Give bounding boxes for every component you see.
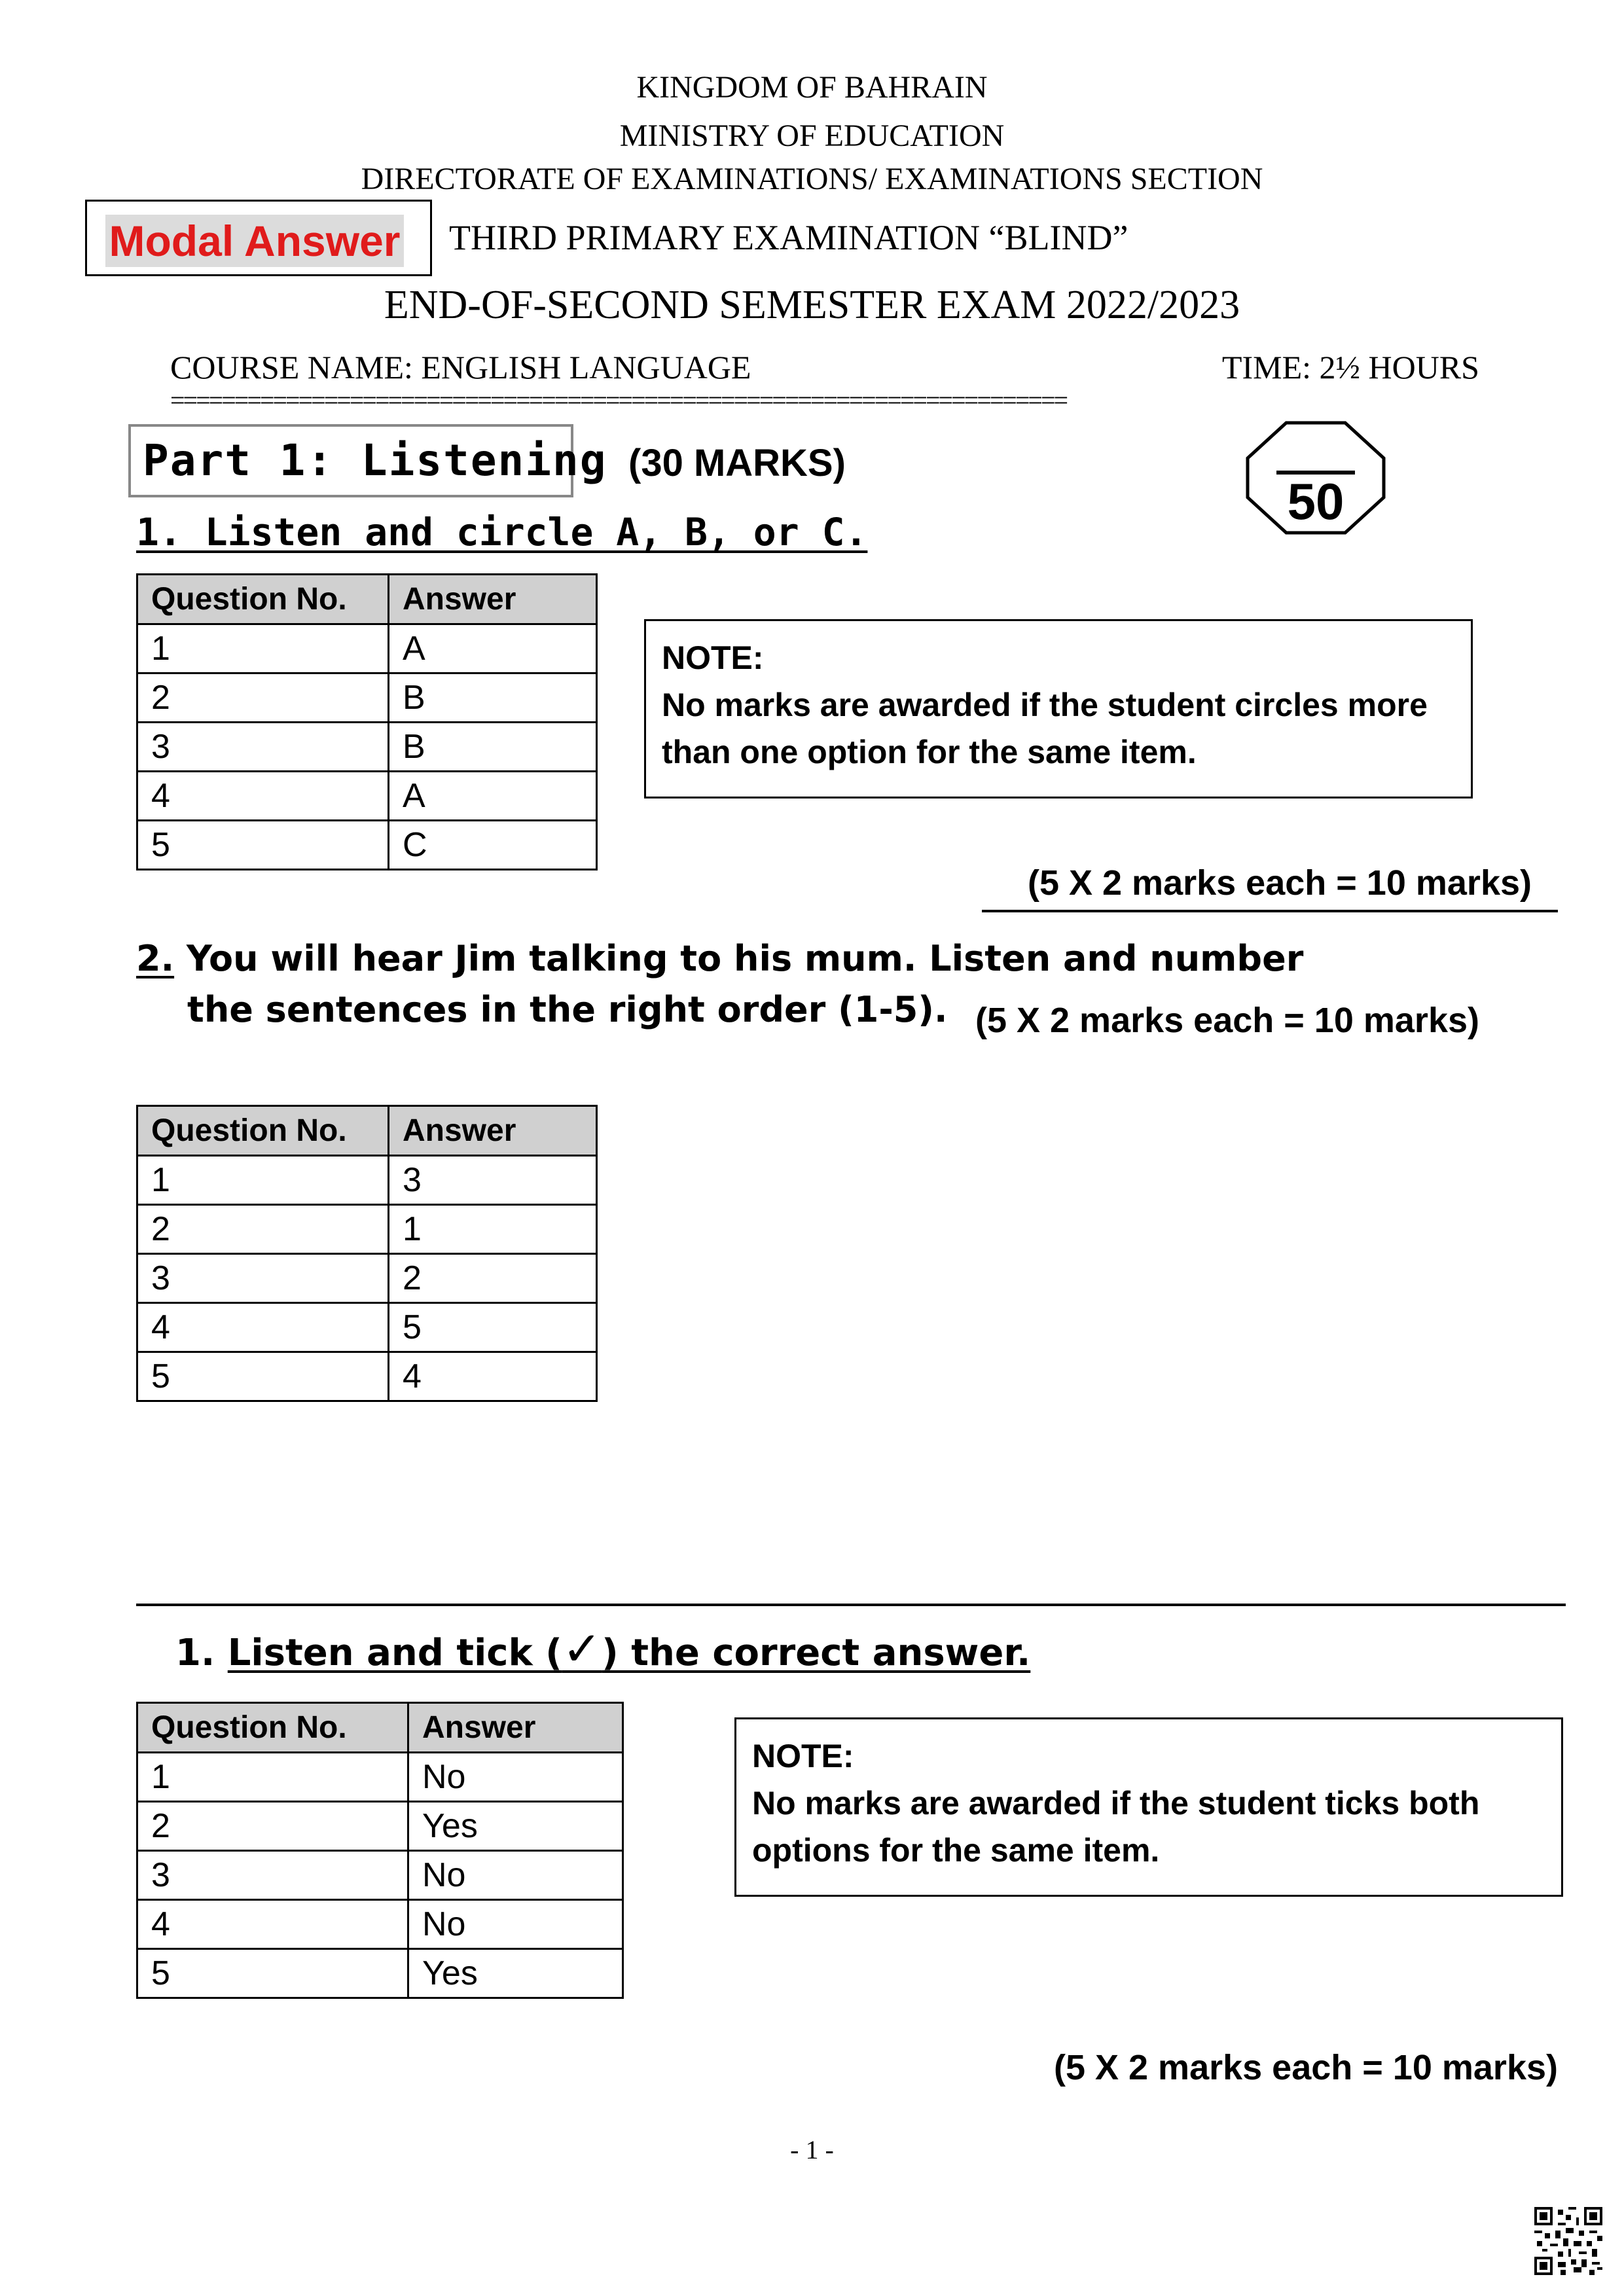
table-row — [137, 1254, 597, 1303]
question-number: 3 — [137, 723, 389, 772]
answer-cell: A — [389, 772, 597, 821]
question-number: 5 — [137, 821, 389, 870]
table-row — [137, 1851, 623, 1900]
question-number: 4 — [137, 1303, 389, 1352]
question-number: 1 — [137, 1753, 408, 1802]
question-number: 4 — [137, 772, 389, 821]
column-header-answer: Answer — [408, 1703, 623, 1753]
column-header-question: Question No. — [137, 575, 389, 624]
column-header-question: Question No. — [137, 1106, 389, 1156]
answer-cell: 3 — [389, 1156, 597, 1205]
table-row — [137, 1900, 623, 1949]
question-number: 5 — [137, 1949, 408, 1998]
answer-cell: A — [389, 624, 597, 673]
table-row — [137, 1949, 623, 1998]
table-header-row — [137, 1703, 623, 1753]
section3-title-part1: Listen and tick ( — [227, 1632, 562, 1674]
modal-answer-badge — [85, 200, 432, 276]
note-line: No marks are awarded if the student circles more — [662, 687, 1428, 723]
column-header-answer: Answer — [389, 575, 597, 624]
note-line: options for the same item. — [752, 1832, 1160, 1869]
note-line: than one option for the same item. — [662, 734, 1197, 770]
section1-divider — [982, 910, 1558, 912]
section2-number: 2. — [136, 938, 175, 979]
section2-title-text: You will hear Jim talking to his mum. Listen and number — [186, 938, 1304, 979]
section3-title-part2: ) the correct answer. — [602, 1632, 1031, 1674]
question-number: 1 — [137, 624, 389, 673]
header-directorate: DIRECTORATE OF EXAMINATIONS/ EXAMINATIONS SECTION — [361, 162, 1263, 196]
section2-marks: (5 X 2 marks each = 10 marks) — [975, 1001, 1479, 1040]
section3-marks: (5 X 2 marks each = 10 marks) — [1053, 2048, 1558, 2087]
part-marks: (30 MARKS) — [628, 442, 846, 484]
table-row — [137, 1753, 623, 1802]
answer-cell: 1 — [389, 1205, 597, 1254]
question-number: 3 — [137, 1851, 408, 1900]
score-octagon — [1244, 419, 1388, 537]
table-row — [137, 624, 597, 673]
table-row — [137, 1352, 597, 1401]
table-row — [137, 1802, 623, 1851]
header-course: COURSE NAME: ENGLISH LANGUAGE — [170, 349, 751, 386]
answer-cell: 2 — [389, 1254, 597, 1303]
section-divider — [136, 1604, 1566, 1606]
section3-table — [136, 1702, 624, 1999]
answer-cell: 5 — [389, 1303, 597, 1352]
question-number: 5 — [137, 1352, 389, 1401]
part-title: Part 1: Listening — [128, 424, 573, 497]
answer-cell: B — [389, 673, 597, 723]
header-time: TIME: 2½ HOURS — [1221, 349, 1479, 386]
note-title: NOTE: — [752, 1738, 854, 1774]
table-row — [137, 1205, 597, 1254]
section1-marks: (5 X 2 marks each = 10 marks) — [1027, 863, 1532, 903]
note-line: No marks are awarded if the student ticks both — [752, 1785, 1480, 1821]
page-number: - 1 - — [790, 2135, 834, 2164]
answer-cell: No — [408, 1900, 623, 1949]
column-header-question: Question No. — [137, 1703, 408, 1753]
table-row — [137, 821, 597, 870]
answer-cell: C — [389, 821, 597, 870]
section2-table — [136, 1105, 598, 1402]
header-exam-type: THIRD PRIMARY EXAMINATION “BLIND” — [449, 218, 1128, 257]
section1-note — [644, 619, 1473, 798]
section3-title-text — [227, 1621, 1031, 1676]
question-number: 1 — [137, 1156, 389, 1205]
section3-number: 1. — [175, 1632, 215, 1674]
section2-title-line1 — [136, 936, 1303, 982]
table-row — [137, 1303, 597, 1352]
table-header-row — [137, 1106, 597, 1156]
modal-answer-label: Modal Answer — [109, 217, 401, 265]
section3-title — [175, 1621, 1031, 1676]
answer-cell: B — [389, 723, 597, 772]
header-semester: END-OF-SECOND SEMESTER EXAM 2022/2023 — [384, 283, 1240, 327]
header-ministry: MINISTRY OF EDUCATION — [619, 118, 1005, 153]
column-header-answer: Answer — [389, 1106, 597, 1156]
table-row — [137, 673, 597, 723]
table-row — [137, 772, 597, 821]
answer-cell: 4 — [389, 1352, 597, 1401]
table-row — [137, 1156, 597, 1205]
answer-cell: No — [408, 1753, 623, 1802]
question-number: 4 — [137, 1900, 408, 1949]
header-separator: ====================================================================== — [170, 386, 1067, 415]
section1-title: 1. Listen and circle A, B, or C. — [136, 510, 868, 554]
table-header-row — [137, 575, 597, 624]
answer-cell: No — [408, 1851, 623, 1900]
question-number: 3 — [137, 1254, 389, 1303]
answer-cell: Yes — [408, 1802, 623, 1851]
question-number: 2 — [137, 673, 389, 723]
question-number: 2 — [137, 1205, 389, 1254]
checkmark-icon: ✓ — [562, 1621, 602, 1676]
score-total: 50 — [1287, 473, 1344, 530]
header-kingdom: KINGDOM OF BAHRAIN — [636, 70, 988, 105]
question-number: 2 — [137, 1802, 408, 1851]
section3-note — [734, 1717, 1563, 1897]
note-title: NOTE: — [662, 639, 764, 676]
table-row — [137, 723, 597, 772]
section1-table — [136, 573, 598, 870]
answer-cell: Yes — [408, 1949, 623, 1998]
qr-code-icon — [1534, 2207, 1602, 2275]
section2-title-line2: the sentences in the right order (1-5). — [187, 989, 948, 1030]
